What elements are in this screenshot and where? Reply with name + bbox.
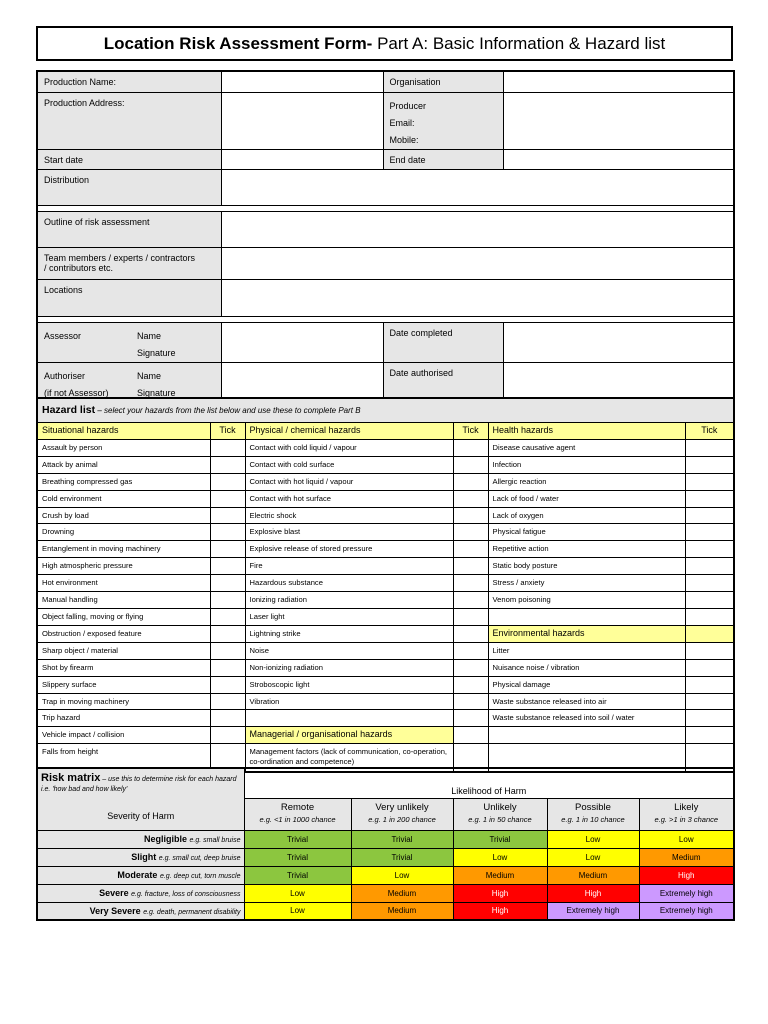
risk-matrix-row <box>37 848 734 866</box>
likelihood-header-2 <box>453 798 547 830</box>
risk-level-cell: Trivial <box>244 866 351 884</box>
health-tick-box[interactable] <box>685 592 734 609</box>
physical-tick-box[interactable] <box>453 524 488 541</box>
hazard-list-title: Hazard list <box>42 404 96 416</box>
risk-level-cell: High <box>453 884 547 902</box>
severity-example: e.g. fracture, loss of consciousness <box>131 891 241 898</box>
team-field[interactable] <box>221 247 734 279</box>
hazard-row <box>37 439 734 456</box>
authoriser-name-label: Name <box>137 370 162 381</box>
assessor-signature-label: Signature <box>137 347 176 358</box>
environmental-hazard-item: Nuisance noise / vibration <box>488 659 685 676</box>
situational-tick-box[interactable] <box>210 558 245 575</box>
situational-tick-box[interactable] <box>210 575 245 592</box>
production-name-label: Production Name: <box>37 71 221 92</box>
hazard-row <box>37 608 734 625</box>
environmental-tick-box[interactable] <box>685 659 734 676</box>
physical-tick-box[interactable] <box>453 507 488 524</box>
hazard-row <box>37 659 734 676</box>
risk-level-cell: Medium <box>639 848 734 866</box>
physical-tick-box[interactable] <box>453 541 488 558</box>
severity-name: Very Severe <box>89 905 141 916</box>
situational-hazard-item: Falls from height <box>37 744 210 772</box>
likelihood-name: Remote <box>280 802 315 813</box>
risk-level-cell: Trivial <box>351 848 453 866</box>
health-hazard-item: Venom poisoning <box>488 592 685 609</box>
if-not-assessor-label: (if not Assessor) <box>44 387 109 398</box>
hazard-list-subtitle: – select your hazards from the list below and use these to complete Part B <box>95 406 361 415</box>
physical-hazard-item: Contact with cold surface <box>245 456 453 473</box>
likelihood-example: e.g. 1 in 10 chance <box>561 815 625 824</box>
health-tick-box[interactable] <box>685 473 734 490</box>
situational-hazard-item: Trap in moving machinery <box>37 693 210 710</box>
severity-example: e.g. deep cut, torn muscle <box>159 873 241 880</box>
environmental-tick-box[interactable] <box>685 710 734 727</box>
form-title <box>36 26 733 61</box>
risk-matrix-row <box>37 884 734 902</box>
risk-level-cell: Medium <box>351 884 453 902</box>
risk-level-cell: Trivial <box>244 830 351 848</box>
form-title-bold: Location Risk Assessment Form- <box>103 34 373 53</box>
managerial-hazards-title: Managerial / organisational hazards <box>245 727 453 744</box>
risk-matrix-rows <box>37 830 734 920</box>
risk-level-cell: Low <box>639 830 734 848</box>
risk-level-cell: Medium <box>351 902 453 920</box>
health-tick-box[interactable] <box>685 575 734 592</box>
physical-hazard-item: Contact with cold liquid / vapour <box>245 439 453 456</box>
situational-hazard-item: Cold environment <box>37 490 210 507</box>
environmental-tick-box[interactable] <box>685 693 734 710</box>
assessor-field[interactable] <box>221 322 383 362</box>
health-hazard-item: Disease causative agent <box>488 439 685 456</box>
situational-tick-box[interactable] <box>210 608 245 625</box>
hazard-row <box>37 456 734 473</box>
producer-field[interactable] <box>503 92 734 149</box>
physical-hazard-item: Electric shock <box>245 507 453 524</box>
likelihood-name: Likely <box>674 802 699 813</box>
health-hazard-item: Infection <box>488 456 685 473</box>
col-health: Health hazards <box>488 423 685 440</box>
mobile-label: Mobile: <box>389 134 419 145</box>
environmental-hazard-item: Waste substance released into soil / water <box>488 710 685 727</box>
likelihood-name: Unlikely <box>483 802 517 813</box>
severity-example: e.g. small bruise <box>189 837 241 844</box>
risk-level-cell: Low <box>351 866 453 884</box>
start-date-label: Start date <box>37 149 221 169</box>
risk-matrix-title: Risk matrix <box>41 772 101 784</box>
severity-example: e.g. death, permanent disability <box>143 908 241 916</box>
physical-hazard-item: Explosive release of stored pressure <box>245 541 453 558</box>
production-address-field[interactable] <box>221 92 383 149</box>
basic-info-table <box>36 70 735 404</box>
risk-matrix-row <box>37 902 734 920</box>
situational-hazard-item: High atmospheric pressure <box>37 558 210 575</box>
hazard-list-table <box>36 397 735 773</box>
physical-empty-cell <box>245 710 453 727</box>
likelihood-example: e.g. 1 in 50 chance <box>468 815 532 824</box>
situational-hazard-item: Assault by person <box>37 439 210 456</box>
form-title-rest: Part A: Basic Information & Hazard list <box>372 34 666 53</box>
hazard-row <box>37 676 734 693</box>
col-tick-situational: Tick <box>210 423 245 440</box>
distribution-label: Distribution <box>37 169 221 205</box>
severity-row-label <box>37 866 244 884</box>
col-tick-health: Tick <box>685 423 734 440</box>
situational-tick-box[interactable] <box>210 727 245 744</box>
risk-level-cell: Trivial <box>351 830 453 848</box>
situational-hazard-item: Obstruction / exposed feature <box>37 625 210 642</box>
risk-matrix-row <box>37 830 734 848</box>
managerial-tick-header[interactable] <box>453 727 488 744</box>
email-label: Email: <box>389 117 415 128</box>
severity-row-label <box>37 902 244 920</box>
environmental-hazard-item: Waste substance released into air <box>488 693 685 710</box>
physical-hazard-item: Laser light <box>245 608 453 625</box>
producer-label-cell <box>383 92 503 149</box>
health-hazard-item: Static body posture <box>488 558 685 575</box>
physical-tick-box[interactable] <box>453 625 488 642</box>
likelihood-header-3 <box>547 798 639 830</box>
physical-tick-box[interactable] <box>453 439 488 456</box>
physical-tick-box[interactable] <box>453 608 488 625</box>
environmental-hazard-item: Litter <box>488 642 685 659</box>
risk-level-cell: Trivial <box>244 848 351 866</box>
environmental-empty-cell <box>488 727 685 744</box>
severity-example: e.g. small cut, deep bruise <box>158 855 241 862</box>
hazard-row <box>37 473 734 490</box>
managerial-hazard-item: Management factors (lack of communication, co-operation, co-ordination and competence) <box>245 744 453 772</box>
hazard-row <box>37 575 734 592</box>
hazard-rows <box>37 439 734 771</box>
hazard-row <box>37 710 734 727</box>
situational-tick-box[interactable] <box>210 642 245 659</box>
physical-tick-box[interactable] <box>453 693 488 710</box>
situational-hazard-item: Shot by firearm <box>37 659 210 676</box>
hazard-row <box>37 625 734 642</box>
health-hazard-item: Allergic reaction <box>488 473 685 490</box>
authoriser-signature-label: Signature <box>137 387 176 398</box>
production-name-field[interactable] <box>221 71 383 92</box>
situational-hazard-item: Crush by load <box>37 507 210 524</box>
health-tick-box[interactable] <box>685 608 734 625</box>
health-hazard-item: Repetitive action <box>488 541 685 558</box>
environmental-tick-box[interactable] <box>685 727 734 744</box>
team-label-cell <box>37 247 221 279</box>
situational-tick-box[interactable] <box>210 473 245 490</box>
authoriser-label: Authoriser <box>44 370 86 381</box>
hazard-row <box>37 558 734 575</box>
date-completed-label: Date completed <box>383 322 503 362</box>
physical-tick-box[interactable] <box>453 659 488 676</box>
environmental-hazards-title: Environmental hazards <box>488 625 685 642</box>
situational-hazard-item: Hot environment <box>37 575 210 592</box>
situational-tick-box[interactable] <box>210 693 245 710</box>
physical-hazard-item: Ionizing radiation <box>245 592 453 609</box>
risk-level-cell: Low <box>453 848 547 866</box>
physical-tick-box[interactable] <box>453 558 488 575</box>
health-tick-box[interactable] <box>685 524 734 541</box>
physical-hazard-item: Contact with hot surface <box>245 490 453 507</box>
severity-name: Severe <box>99 888 129 898</box>
hazard-row <box>37 541 734 558</box>
situational-hazard-item: Breathing compressed gas <box>37 473 210 490</box>
situational-hazard-item: Sharp object / material <box>37 642 210 659</box>
hazard-row <box>37 642 734 659</box>
health-tick-box[interactable] <box>685 439 734 456</box>
severity-row-label <box>37 830 244 848</box>
health-hazard-item: Physical fatigue <box>488 524 685 541</box>
hazard-row <box>37 490 734 507</box>
physical-tick-box[interactable] <box>453 676 488 693</box>
organisation-field[interactable] <box>503 71 734 92</box>
situational-hazard-item: Vehicle impact / collision <box>37 727 210 744</box>
physical-hazard-item: Lightning strike <box>245 625 453 642</box>
risk-level-cell: High <box>547 884 639 902</box>
situational-tick-box[interactable] <box>210 490 245 507</box>
physical-tick-box[interactable] <box>453 710 488 727</box>
health-tick-box[interactable] <box>685 456 734 473</box>
physical-hazard-item: Hazardous substance <box>245 575 453 592</box>
situational-tick-box[interactable] <box>210 710 245 727</box>
severity-label: Severity of Harm <box>107 811 175 821</box>
physical-hazard-item: Explosive blast <box>245 524 453 541</box>
situational-hazard-item: Trip hazard <box>37 710 210 727</box>
health-hazard-item: Lack of food / water <box>488 490 685 507</box>
physical-tick-box[interactable] <box>453 575 488 592</box>
end-date-label: End date <box>383 149 503 169</box>
outline-field[interactable] <box>221 211 734 247</box>
hazard-row <box>37 693 734 710</box>
risk-level-cell: High <box>639 866 734 884</box>
risk-level-cell: Extremely high <box>639 884 734 902</box>
environmental-tick-box[interactable] <box>685 676 734 693</box>
likelihood-header-4 <box>639 798 734 830</box>
physical-hazard-item: Contact with hot liquid / vapour <box>245 473 453 490</box>
physical-hazard-item: Stroboscopic light <box>245 676 453 693</box>
risk-level-cell: Low <box>244 884 351 902</box>
situational-tick-box[interactable] <box>210 659 245 676</box>
risk-level-cell: Medium <box>547 866 639 884</box>
end-date-field[interactable] <box>503 149 734 169</box>
situational-tick-box[interactable] <box>210 456 245 473</box>
situational-tick-box[interactable] <box>210 541 245 558</box>
date-authorised-label: Date authorised <box>383 362 503 403</box>
risk-matrix-caption <box>37 768 244 830</box>
team-label-line1: Team members / experts / contractors <box>44 252 196 263</box>
risk-level-cell: Medium <box>453 866 547 884</box>
likelihood-example: e.g. <1 in 1000 chance <box>259 815 336 824</box>
assessor-label: Assessor <box>44 330 82 341</box>
risk-matrix-subtitle: – use this to determine risk for each hazard i.e. 'how bad and how likely' <box>41 776 237 793</box>
risk-level-cell: Low <box>244 902 351 920</box>
physical-tick-box[interactable] <box>453 642 488 659</box>
physical-tick-box[interactable] <box>453 456 488 473</box>
health-tick-box[interactable] <box>685 541 734 558</box>
hazard-row <box>37 507 734 524</box>
severity-name: Moderate <box>117 870 158 880</box>
risk-level-cell: Trivial <box>453 830 547 848</box>
situational-tick-box[interactable] <box>210 676 245 693</box>
risk-level-cell: Extremely high <box>639 902 734 920</box>
locations-label: Locations <box>37 279 221 316</box>
physical-hazard-item: Fire <box>245 558 453 575</box>
health-tick-box[interactable] <box>685 507 734 524</box>
start-date-field[interactable] <box>221 149 383 169</box>
health-tick-box[interactable] <box>685 490 734 507</box>
physical-tick-box[interactable] <box>453 592 488 609</box>
hazard-row <box>37 727 734 744</box>
likelihood-example: e.g. 1 in 200 chance <box>368 815 436 824</box>
health-hazard-item: Lack of oxygen <box>488 507 685 524</box>
physical-tick-box[interactable] <box>453 473 488 490</box>
situational-tick-box[interactable] <box>210 592 245 609</box>
environmental-tick-box[interactable] <box>685 642 734 659</box>
outline-label: Outline of risk assessment <box>37 211 221 247</box>
assessor-label-cell <box>37 322 221 362</box>
locations-field[interactable] <box>221 279 734 316</box>
likelihood-header-1 <box>351 798 453 830</box>
environmental-hazard-item: Physical damage <box>488 676 685 693</box>
severity-name: Slight <box>131 852 157 862</box>
health-tick-box[interactable] <box>685 558 734 575</box>
likelihood-name: Very unlikely <box>375 802 429 813</box>
physical-hazard-item: Non-ionizing radiation <box>245 659 453 676</box>
physical-hazard-item: Noise <box>245 642 453 659</box>
col-situational: Situational hazards <box>37 423 210 440</box>
production-address-label: Production Address: <box>37 92 221 149</box>
likelihood-example: e.g. >1 in 3 chance <box>654 815 719 824</box>
environmental-tick-header <box>685 625 734 642</box>
distribution-field[interactable] <box>221 169 734 205</box>
severity-name: Negligible <box>144 834 188 844</box>
risk-level-cell: High <box>453 902 547 920</box>
col-tick-physical: Tick <box>453 423 488 440</box>
severity-row-label <box>37 848 244 866</box>
severity-row-label <box>37 884 244 902</box>
physical-hazard-item: Vibration <box>245 693 453 710</box>
risk-matrix-table <box>36 767 735 921</box>
health-empty-cell <box>488 608 685 625</box>
situational-hazard-item: Entanglement in moving machinery <box>37 541 210 558</box>
hazard-list-caption <box>37 398 734 423</box>
risk-matrix-row <box>37 866 734 884</box>
assessor-name-label: Name <box>137 330 162 341</box>
situational-hazard-item: Manual handling <box>37 592 210 609</box>
situational-hazard-item: Object falling, moving or flying <box>37 608 210 625</box>
physical-tick-box[interactable] <box>453 490 488 507</box>
col-physical: Physical / chemical hazards <box>245 423 453 440</box>
likelihood-name: Possible <box>575 802 611 813</box>
situational-tick-box[interactable] <box>210 625 245 642</box>
organisation-label: Organisation <box>383 71 503 92</box>
situational-tick-box[interactable] <box>210 524 245 541</box>
producer-label: Producer <box>389 100 427 111</box>
date-completed-field[interactable] <box>503 322 734 362</box>
risk-level-cell: Low <box>547 848 639 866</box>
likelihood-label: Likelihood of Harm <box>244 768 734 798</box>
situational-tick-box[interactable] <box>210 439 245 456</box>
situational-hazard-item: Slippery surface <box>37 676 210 693</box>
situational-tick-box[interactable] <box>210 507 245 524</box>
hazard-row <box>37 592 734 609</box>
team-label-line2: / contributors etc. <box>44 262 114 273</box>
hazard-row <box>37 524 734 541</box>
situational-hazard-item: Attack by animal <box>37 456 210 473</box>
likelihood-header-0 <box>244 798 351 830</box>
situational-hazard-item: Drowning <box>37 524 210 541</box>
risk-level-cell: Extremely high <box>547 902 639 920</box>
health-hazard-item: Stress / anxiety <box>488 575 685 592</box>
risk-level-cell: Low <box>547 830 639 848</box>
